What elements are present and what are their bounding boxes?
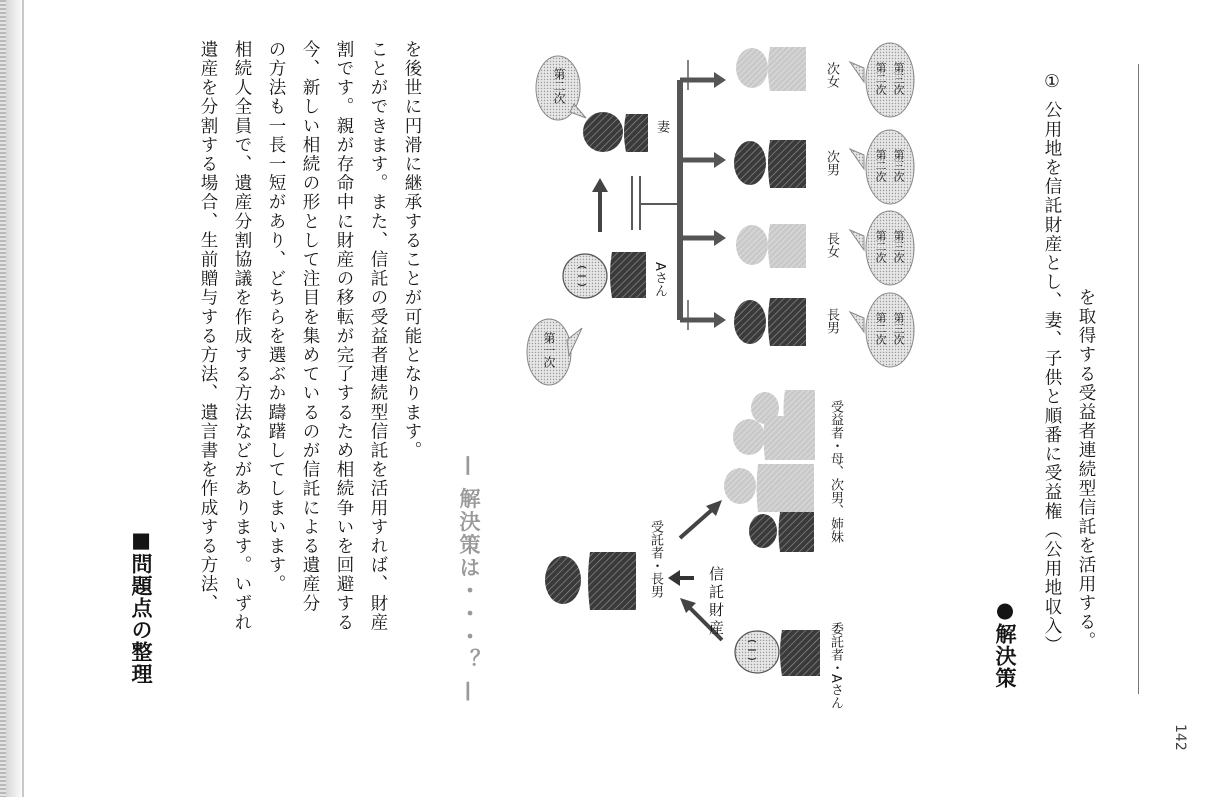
wife-figure xyxy=(583,112,648,152)
arrow-trust-property xyxy=(668,570,694,586)
trustee-label: 受託者・長男 xyxy=(648,520,663,598)
child-label: 次女 xyxy=(824,62,839,88)
child-label: 長女 xyxy=(824,232,839,258)
first-bubble-label: 第一次 xyxy=(542,332,556,368)
page-number: 142 xyxy=(1172,724,1188,751)
child-figure-second-son xyxy=(734,140,806,188)
problems-line-4: 今、新しい相続の形として注目を集めているのが信託による遺産分 xyxy=(300,40,320,613)
problems-line-6: ことができます。また、信託の受益者連続型信託を活用すれば、財産 xyxy=(368,40,388,633)
bubble-label: 第三次 xyxy=(892,62,905,95)
bubble-label: 第二次 xyxy=(874,62,887,95)
solution-line-2: を取得する受益者連続型信託を活用する。 xyxy=(1076,288,1096,651)
arrow-trustee-to-beneficiaries xyxy=(680,500,722,538)
tree-arrowheads xyxy=(714,72,726,328)
person-a-figure xyxy=(563,252,646,298)
bubble-label: 第三次 xyxy=(892,312,905,345)
second-bubble-label: 第二次 xyxy=(552,68,566,104)
person-a-label: Aさん xyxy=(652,262,667,297)
wife-label: 妻 xyxy=(654,120,669,133)
problems-line-2: 相続人全員で、遺産分割協議を作成する方法などがあります。いずれ xyxy=(232,40,252,633)
arrow-a-to-wife xyxy=(592,178,608,232)
trust-property-label: 信託財産 xyxy=(707,566,725,638)
solution-line-1: ① 公用地を信託財産とし、妻、子供と順番に受益権（公用地収入） xyxy=(1042,72,1062,655)
problems-line-3: の方法も一長一短があり、どちらを選ぶか躊躇してしまいます。 xyxy=(266,40,286,594)
bubble-label: 第三次 xyxy=(892,149,905,182)
bubble-label: 第三次 xyxy=(892,230,905,263)
child-figure-eldest-daughter xyxy=(736,224,806,268)
problems-heading: ■問題点の整理 xyxy=(129,528,153,685)
child-label: 次男 xyxy=(824,150,839,176)
bubble-label: 第二次 xyxy=(874,230,887,263)
solution-heading: ●解決策 xyxy=(993,598,1017,689)
child-figure-eldest-son xyxy=(734,298,806,346)
settlor-label: 委託者・Aさん xyxy=(828,622,843,709)
right-divider xyxy=(1138,64,1139,694)
bubble-label: 第二次 xyxy=(874,149,887,182)
trustee-figure xyxy=(545,552,636,610)
bubble-label: 第二次 xyxy=(874,312,887,345)
problems-line-7: を後世に円滑に継承することが可能となります。 xyxy=(402,40,422,461)
settlor-figure xyxy=(735,630,820,676)
beneficiary-figures xyxy=(724,390,815,552)
problems-line-5: 割です。親が存命中に財産の移転が完了するため相続争いを回避する xyxy=(334,40,354,633)
child-figure-second-daughter xyxy=(736,47,806,91)
problems-line-1: 遺産を分割する場合、生前贈与する方法、遺言書を作成する方法、 xyxy=(198,40,218,613)
beneficiaries-label: 受益者・母、次男、姉妹 xyxy=(828,400,843,543)
diagram-title: — 解決策は・・・？ — xyxy=(457,455,481,704)
child-label: 長男 xyxy=(824,308,839,334)
